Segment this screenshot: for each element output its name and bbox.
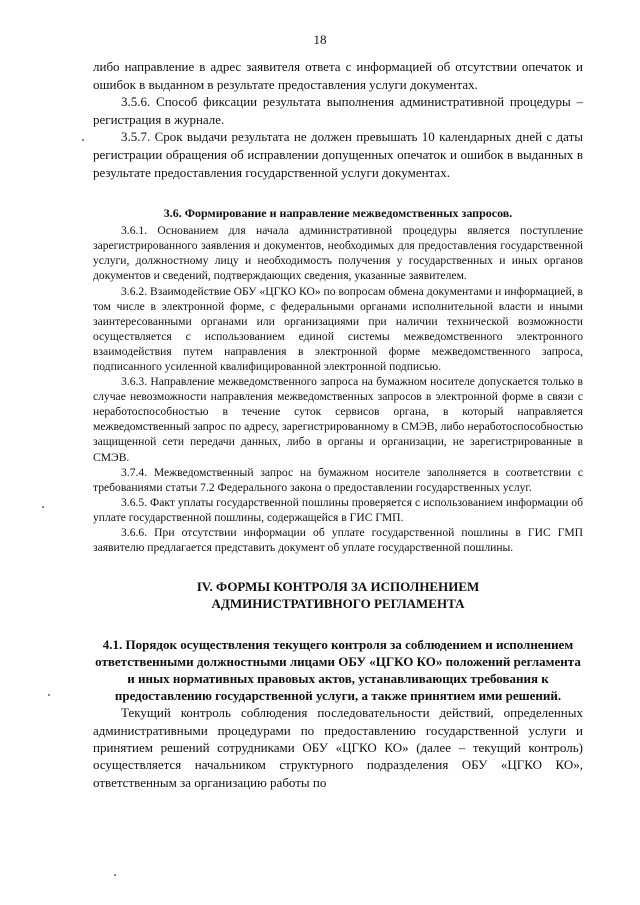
scan-speck <box>114 874 116 876</box>
paragraph-3-7-4: 3.7.4. Межведомственный запрос на бумажном носителе заполняется в соответствии с требованиями статьи 7.2 Федерального закона о предоставлении государственных услуг. <box>93 465 583 494</box>
paragraph-3-5-7: 3.5.7. Срок выдачи результата не должен превышать 10 календарных дней с даты регистрации обращения об исправлении допущенных опечаток и ошибок в выданных в результате предоставления государственной услуги документах. <box>93 129 583 180</box>
section-4-1 <box>93 704 583 791</box>
paragraph-3-6-5: 3.6.5. Факт уплаты государственной пошлины проверяется с использованием информации об уплате государственной пошлины, содержащейся в ГИС ГМП. <box>93 495 583 524</box>
scan-speck <box>42 506 44 508</box>
section-3-5-continuation <box>93 58 583 181</box>
page-number: 18 <box>313 32 327 47</box>
heading-4-1: 4.1. Порядок осуществления текущего контроля за соблюдением и исполнением ответственными должностными лицами ОБУ «ЦГКО КО» положений регламента и иных нормативных правовых актов, устанавливающих требования к предоставлению государственной услуги, а также принятием ими решений. <box>95 637 581 704</box>
section-3-6 <box>93 223 583 555</box>
scan-speck <box>82 139 84 141</box>
paragraph-3-6-6: 3.6.6. При отсутствии информации об уплате государственной пошлины в ГИС ГМП заявителю предлагается представить документ об уплате государственной пошлины. <box>93 526 583 555</box>
scan-speck <box>48 694 50 696</box>
paragraph-3-6-1: 3.6.1. Основанием для начала административной процедуры является поступление зарегистрированного заявления и документов, необходимых для предоставления государственной услуги, должностному лицу и необходимость получения у государственных и иных органов документов и сведений, подтверждающих сведения, указанные заявителем. <box>93 224 583 283</box>
paragraph-4-1-text: Текущий контроль соблюдения последовательности действий, определенных административными процедурами по предоставлению государственной услуги и принятием решений сотрудниками ОБУ «ЦГКО КО» (далее – текущий контроль) осуществляется начальником структурного подразделения ОБУ «ЦГКО КО», ответственным за организацию работы по <box>93 705 583 790</box>
heading-3-6: 3.6. Формирование и направление межведомственных запросов. <box>163 206 513 221</box>
paragraph-3-5-6: 3.5.6. Способ фиксации результата выполнения административной процедуры – регистрация в журнале. <box>93 94 583 127</box>
heading-section-iv <box>93 578 583 612</box>
page-content <box>93 58 583 791</box>
heading-section-iv-line-2: АДМИНИСТРАТИВНОГО РЕГЛАМЕНТА <box>211 596 465 612</box>
paragraph-3-5-5-end: либо направление в адрес заявителя ответа с информацией об отсутствии опечаток и ошибок в выданном в результате предоставления услуги документах. <box>93 59 583 92</box>
paragraph-3-6-2: 3.6.2. Взаимодействие ОБУ «ЦГКО КО» по вопросам обмена документами и информацией, в том числе в электронной форме, с федеральными органами исполнительной власти и иными заинтересованными органами или организациями при наличии технической возможности осуществляется с использованием единой системы межведомственного электронного взаимодействия путем направления в электронной форме межведомственного запроса, подписанного усиленной квалифицированной электронной подписью. <box>93 284 583 373</box>
paragraph-3-6-3: 3.6.3. Направление межведомственного запроса на бумажном носителе допускается только в случае невозможности направления межведомственных запросов в электронной форме в связи с неработоспособностью в течение суток сервисов органа, в который направляется межведомственный запрос по адресу, зарегистрированному в СМЭВ, либо неработоспособностью защищенной сети передачи данных, либо в органы и организации, не зарегистрированные в СМЭВ. <box>93 375 583 464</box>
heading-section-iv-line-1: IV. ФОРМЫ КОНТРОЛЯ ЗА ИСПОЛНЕНИЕМ <box>196 579 480 595</box>
